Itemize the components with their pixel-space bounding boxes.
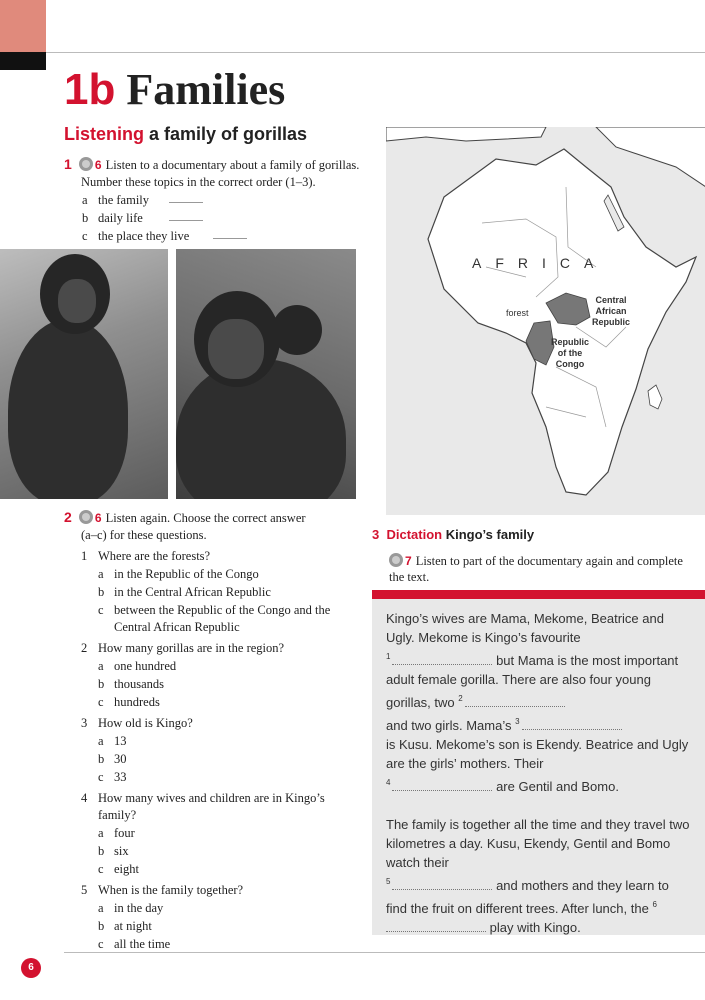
- answer-text: all the time: [114, 937, 171, 951]
- map-label-line: of the: [557, 348, 583, 358]
- gap-number: 5: [386, 877, 391, 886]
- option-text: daily life: [98, 211, 143, 225]
- dictation-text: and two girls. Mama’s: [386, 718, 512, 733]
- answer-letter: c: [98, 695, 104, 709]
- answer-option[interactable]: [64, 733, 364, 750]
- answer-text: hundreds: [114, 695, 160, 709]
- answer-text: 33: [114, 770, 127, 784]
- answer-option[interactable]: [64, 900, 364, 917]
- answer-text: in the Central African Republic: [114, 585, 271, 599]
- exercise-2-number: 2: [64, 509, 72, 525]
- answer-letter: c: [98, 770, 104, 784]
- page-title: [64, 64, 285, 116]
- question-text: How many wives and children are in Kingo’s family?: [98, 791, 325, 822]
- map-label-forest: forest: [506, 308, 529, 318]
- dictation-text: play with Kingo.: [489, 920, 581, 935]
- answer-text: four: [114, 826, 135, 840]
- corner-accent: [0, 0, 46, 52]
- question-item: [64, 790, 364, 824]
- answer-option[interactable]: [64, 566, 364, 583]
- map-title: AFRICA: [472, 255, 608, 271]
- corner-bar: [0, 52, 46, 70]
- exercise-1-number: 1: [64, 156, 72, 172]
- answer-text: eight: [114, 862, 139, 876]
- dictation-text: are Gentil and Bomo.: [496, 779, 619, 794]
- answer-letter: b: [98, 919, 105, 933]
- answer-text: at night: [114, 919, 152, 933]
- question-number: 4: [81, 791, 88, 805]
- option-item: [64, 228, 384, 245]
- exercise-1: [64, 156, 384, 245]
- section-rest: a family of gorillas: [144, 124, 308, 144]
- option-item: [64, 210, 384, 227]
- africa-map: [386, 127, 705, 515]
- answer-option[interactable]: [64, 843, 364, 860]
- dictation-text: is Kusu. Mekome’s son is Ekendy. Beatrice and Ugly are the girls’ mothers. Their: [386, 737, 689, 771]
- dictation-text: but Mama is the most important adult female gorilla. There are also four young gorillas, two: [386, 653, 679, 710]
- question-item: [64, 715, 364, 732]
- dictation-gap[interactable]: [386, 920, 486, 932]
- question-item: [64, 640, 364, 657]
- map-label-republic-of-the-congo: [551, 337, 589, 370]
- answer-option[interactable]: [64, 825, 364, 842]
- instruction-line: Listen to a documentary about a family of gorillas.: [105, 158, 360, 172]
- answer-text: in the day: [114, 901, 164, 915]
- answer-letter: c: [98, 603, 104, 617]
- dictation-gap[interactable]: [392, 878, 492, 890]
- question-text: How many gorillas are in the region?: [98, 641, 285, 655]
- answer-letter: a: [98, 659, 104, 673]
- answer-text: 13: [114, 734, 127, 748]
- gorilla-body: [176, 359, 346, 499]
- option-text: the place they live: [98, 229, 190, 243]
- answer-letter: a: [98, 826, 104, 840]
- section-highlight: Listening: [64, 124, 144, 144]
- dictation-gap[interactable]: [392, 653, 492, 665]
- answer-option[interactable]: [64, 602, 364, 636]
- answer-blank[interactable]: [169, 192, 203, 203]
- instruction-line: Listen again. Choose the correct answer: [105, 511, 306, 525]
- dictation-paragraph: [386, 609, 691, 796]
- answer-option[interactable]: [64, 694, 364, 711]
- answer-text: thousands: [114, 677, 164, 691]
- section-heading: [64, 124, 307, 145]
- answer-letter: b: [98, 677, 105, 691]
- answer-option[interactable]: [64, 751, 364, 768]
- answer-option[interactable]: [64, 936, 364, 953]
- track-number: 7: [405, 554, 412, 568]
- answer-option[interactable]: [64, 769, 364, 786]
- unit-title: Families: [126, 65, 286, 114]
- audio-icon[interactable]: [79, 510, 93, 524]
- option-text: the family: [98, 193, 150, 207]
- question-number: 5: [81, 883, 88, 897]
- exercise-1-instruction: [64, 156, 384, 174]
- bottom-rule: [64, 952, 705, 953]
- gap-number: 2: [458, 694, 463, 703]
- exercise-3-instruction: [389, 553, 689, 585]
- gorilla-photo-2: [176, 249, 356, 499]
- map-label-line: Republic: [551, 337, 590, 347]
- answer-blank[interactable]: [169, 210, 203, 221]
- answer-option[interactable]: [64, 584, 364, 601]
- track-number: 6: [94, 158, 102, 172]
- top-rule: [46, 52, 705, 53]
- question-text: When is the family together?: [98, 883, 244, 897]
- red-divider: [372, 590, 705, 599]
- answer-letter: a: [98, 567, 104, 581]
- baby-gorilla-head: [272, 305, 322, 355]
- answer-option[interactable]: [64, 676, 364, 693]
- question-item: [64, 548, 364, 565]
- map-label-central-african-republic: [592, 295, 630, 328]
- option-item: [64, 192, 384, 209]
- answer-option[interactable]: [64, 861, 364, 878]
- dictation-gap[interactable]: [392, 779, 492, 791]
- option-letter: b: [82, 211, 89, 225]
- answer-text: 30: [114, 752, 127, 766]
- answer-option[interactable]: [64, 658, 364, 675]
- map-label-line: African: [595, 306, 627, 316]
- map-label-line: Republic: [592, 317, 631, 327]
- dictation-paragraph: [386, 815, 691, 937]
- exercise-3-title: Kingo’s family: [445, 527, 535, 542]
- exercise-3-label: Dictation: [386, 527, 443, 542]
- exercise-2-instruction: [64, 509, 364, 527]
- gap-number: 1: [386, 652, 391, 661]
- unit-number: 1b: [64, 65, 116, 114]
- answer-text: six: [114, 844, 129, 858]
- question-number: 2: [81, 641, 88, 655]
- answer-text: between the Republic of the Congo and the Central African Republic: [114, 603, 331, 634]
- answer-letter: a: [98, 734, 104, 748]
- map-label-line: Congo: [555, 359, 585, 369]
- question-item: [64, 882, 364, 899]
- instruction-line: Number these topics in the correct order (1–3).: [81, 175, 316, 189]
- audio-icon[interactable]: [389, 553, 403, 567]
- question-text: Where are the forests?: [98, 549, 211, 563]
- gorilla-body: [8, 319, 128, 499]
- dictation-gap[interactable]: [465, 695, 565, 707]
- dictation-text: and mothers and they learn to find the fruit on different trees. After lunch, the: [386, 878, 669, 916]
- gap-number: 4: [386, 778, 391, 787]
- instruction-line: (a–c) for these questions.: [81, 528, 207, 542]
- instruction-text: Listen to part of the documentary again and complete the text.: [389, 554, 683, 584]
- exercise-3-heading: [372, 527, 534, 542]
- gorilla-photo-1: [0, 249, 168, 499]
- gap-number: 6: [652, 900, 657, 909]
- question-number: 3: [81, 716, 88, 730]
- dictation-text: Kingo’s wives are Mama, Mekome, Beatrice and Ugly. Mekome is Kingo’s favourite: [386, 611, 664, 645]
- gap-number: 3: [515, 717, 520, 726]
- question-number: 1: [81, 549, 88, 563]
- answer-letter: b: [98, 752, 105, 766]
- question-text: How old is Kingo?: [98, 716, 193, 730]
- exercise-2: [64, 509, 364, 953]
- africa-map-shape: [386, 127, 705, 515]
- answer-letter: b: [98, 844, 105, 858]
- track-number: 6: [94, 511, 102, 525]
- answer-text: one hundred: [114, 659, 177, 673]
- answer-option[interactable]: [64, 918, 364, 935]
- gorilla-face: [58, 279, 96, 323]
- answer-letter: c: [98, 937, 104, 951]
- audio-icon[interactable]: [79, 157, 93, 171]
- exercise-3-number: 3: [372, 527, 380, 542]
- page-number: 6: [21, 958, 41, 978]
- option-letter: c: [82, 229, 88, 243]
- option-letter: a: [82, 193, 88, 207]
- map-label-line: Central: [595, 295, 627, 305]
- answer-letter: a: [98, 901, 104, 915]
- dictation-gap[interactable]: [522, 718, 622, 730]
- answer-letter: b: [98, 585, 105, 599]
- dictation-text: The family is together all the time and they travel two kilometres a day. Kusu, Ekendy, Gentil and Bomo watch their: [386, 817, 690, 870]
- answer-text: in the Republic of the Congo: [114, 567, 259, 581]
- answer-letter: c: [98, 862, 104, 876]
- dictation-text-box: [372, 599, 705, 935]
- gorilla-face: [208, 319, 264, 379]
- answer-blank[interactable]: [213, 228, 247, 239]
